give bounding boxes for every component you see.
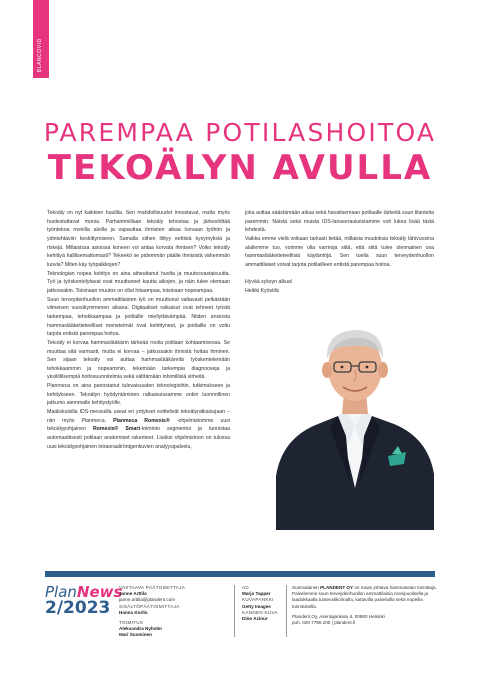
- credit-label: AD: [242, 585, 249, 590]
- credits-visual: [242, 585, 297, 622]
- footer-rule: [45, 571, 435, 577]
- divider: [234, 585, 235, 637]
- logo-news: News: [76, 583, 123, 601]
- credit-name: Dino Azinur: [242, 616, 268, 622]
- paragraph: Tekoäly on nyt kaikkien huulilla. Sen mahdollisuudet innostavat, mutta myös huolestuttavat monia. Parhaimmillaan tekoäly tehostaa ja järkevöittää työntekoa monilla aloilla ja vapauttaa ihmisten aikaa luovaan työhön ja ydintehtäviin keskittymiseen. Samalla siihen liittyy eettisiä kysymyksiä ja riskejä. Millaisissa asioissa koneen voi antaa korvata ihmisen? Voiko tekoäly kehittyä hallitsemattomasti? Tekeekö se pidemmän päälle ihmisistä vähemmän luovia? Miten käy työpaikkojen?: [47, 210, 230, 268]
- credit-name: Hanna Korlin: [119, 609, 148, 615]
- paragraph: Planmeca on aina panostanut tulevaisuuden teknologioihin, tutkimukseen ja kehitykseen. Tekoälyn hyödyntäminen ratkaisuissamme onkin luonnollinen jatkumo aiemmalle kehitystyölle.: [47, 383, 230, 407]
- signature: Heikki Kyöstilä: [245, 287, 279, 294]
- publisher-info: [292, 585, 437, 626]
- headline-line-2: TEKOÄLYN AVULLA: [47, 148, 433, 188]
- paragraph: Tekoäly ei korvaa hammaslääkärin tärkeää roolia potilaan kohtaamisessa. Se muuttaa sitä varmasti, mutta ei korvaa – jatkossakin ihmistä hoitaa ihminen. Sen sijaan tekoäly voi auttaa hammaslääkäreitä työskentelemään tehokkaammin ja nopeammin, tekemään tarkempia diagnooseja ja yksilöllisempiä hoitosuunnitelmia sekä välttämään inhimillisiä virheitä.: [47, 339, 230, 381]
- credit-label: KUVAPANKKI: [242, 597, 274, 603]
- issue-number: 2/2023: [45, 598, 111, 618]
- article-column-right: [245, 209, 434, 296]
- publisher-address: Plandent Oy, Asentajankatu 6, 00880 Helsinki: [292, 613, 385, 619]
- portrait-illustration: [276, 306, 434, 530]
- paragraph-text: uusi tekoälypohjainen: [47, 417, 230, 433]
- credits-editors: [119, 585, 229, 639]
- closing-greeting: Hyvää syksyn alkua!: [245, 279, 293, 286]
- credit-label: KANNEN KUVA: [242, 609, 278, 615]
- company-name: PLANDENT OY: [320, 585, 354, 590]
- paragraph-text: -toiminto segmentoi ja tunnistaa automaattisesti potilaan anatomiset rakenteet. Lisäksi ohjelmistoon on tulossa uusi tekoälypohjainen intraoraaliröntgenkuvien analyysipalvelu,: [47, 426, 230, 450]
- credit-name: Mari Suominen: [119, 632, 152, 638]
- about-text: Suomalainen: [292, 585, 319, 590]
- divider: [286, 585, 287, 637]
- section-tab: [33, 0, 49, 78]
- publisher-about: [292, 585, 437, 610]
- logo-plan: Plan: [45, 583, 77, 601]
- credit-email: janne.arttila@plandent.com: [119, 597, 175, 603]
- product-name: Romexis® Smart: [92, 426, 141, 433]
- credit-label: SISÄLTÖPÄÄTOIMITTAJA: [119, 603, 180, 609]
- credit-name: Getty Images: [242, 603, 271, 609]
- about-text: on maan johtava hammasalan toimittaja. Palvelemme suun terveydenhuollon ammattilaisia monipuolisella ja laadukkaalla tuotevalikoimalla, kattavilla palveluilla sekä nopeilla toimituksilla.: [292, 585, 437, 609]
- paragraph: Vaikka emme vielä voikaan tarkasti tietää, millaisia muutoksia tekoäly lähivuosina alallemme tuo, voimme olla varmoja siitä, että siitä tulee olennainen osa hammaslääketieteellisiä käytäntöjä. Sen tuella suun terveydenhuollon ammattilaiset voivat tarjota potilailleen entistä parempaa hoitoa.: [245, 235, 434, 268]
- paragraph-text: Maaliskuisilla IDS-messuilla useat eri yritykset esittelivät tekoälyratkaisujaan – niin myös Planmeca.: [47, 409, 230, 424]
- author-portrait: [276, 306, 434, 530]
- credit-name: Aleksandra Nyholm: [119, 626, 162, 632]
- paragraph-text: -ohjelmistomme: [176, 417, 214, 424]
- paragraph: Suun terveydenhuollon ammattilaisten työ on muuttunut valtavasti pelkästään viimeisen vuosikymmenen aikana. Digitaaliset ratkaisut ovat tehneet työstä tarkempaa, tehokkaampaa ja potilaille miellyttävämpää. Niiden ansiosta hammaslääketieteelliset menetelmät ovat kehittyneet, ja potilaille on voitu tarjota entistä parempaa hoitoa.: [47, 296, 230, 338]
- credit-label: TOIMITUS: [119, 620, 144, 626]
- credit-name: Janne Arttila: [119, 591, 147, 597]
- section-tab-label: BLANCOVID: [37, 37, 43, 72]
- credit-name: Marjo Tapper: [242, 591, 271, 597]
- headline-line-1: PAREMPAA POTILASHOITOA: [43, 118, 437, 147]
- publisher-contact: puh. 020 7795 200 | plandent.fi: [292, 620, 356, 626]
- product-name: Planmeca Romexis®: [113, 417, 170, 424]
- paragraph: joka auttaa säästämään aikaa sekä havaitsemaan potilaalle tärkeitä suun tilanteita paremmin. Näistä sekä muista IDS-lanseerauksistamme voit lukea lisää tästä lehdestä.: [245, 210, 434, 234]
- credit-label: VASTAAVA PÄÄTOIMITTAJA: [119, 585, 186, 590]
- paragraph: [47, 408, 230, 451]
- magazine-brand: [45, 583, 122, 618]
- paragraph: Teknologian nopea kehitys on aina aiheuttanut huolta ja muutosvastaisuutta. Työ ja työskentelytavat ovat muuttuneet kautta aikojen, ja näin tulee olemaan jatkossakin. Toisinaan muutos on ollut hitaampaa, toisinaan nopeampaa.: [47, 270, 230, 294]
- article-column-left: [47, 209, 230, 451]
